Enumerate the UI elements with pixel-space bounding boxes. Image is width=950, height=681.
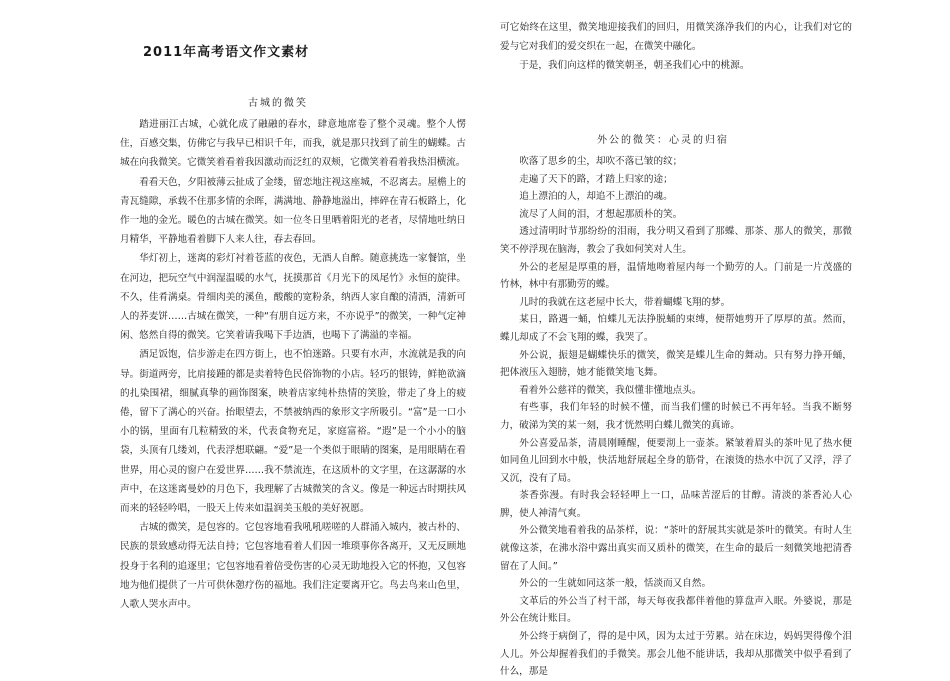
right-column-top	[500, 18, 852, 76]
paragraph: 看看天色，夕阳被薄云扯成了金缕，留恋地注视这座城，不忍离去。屋檐上的青瓦缝隙，承载不住那多情的余晖，满满地、静静地溢出，摔碎在青石板路上，化作一地的金光。暖色的古城在微笑。如一位冬日里晒着阳光的老者，尽情地吐纳日月精华，平静地看着脚下人来人往，春去春回。	[120, 176, 466, 246]
left-column-body	[120, 115, 466, 614]
paragraph: 外公说，振翅是蝴蝶快乐的微笑，微笑是蝶儿生命的舞动。只有努力挣开蛹，把体液压入翅膀，她才能微笑地飞舞。	[500, 349, 852, 379]
section-title-ancient-city: 古城的微笑	[248, 98, 308, 109]
paragraph: 华灯初上，迷离的彩灯衬着苍蓝的夜色，无酒人自醉。随意挑选一家餐馆，坐在河边，把玩空气中润湿温暖的水气，抚摸那首《月光下的凤尾竹》永恒的旋律。不久，佳肴满桌。骨细肉美的溪鱼，酸酸的宽粉条，纳西人家自酿的清酒，清新可人的荞麦饼……古城在微笑，一种“有朋自远方来，不亦说乎”的微笑，一种气定神闲、悠然自得的微笑。它笑着请我喝下手边酒，也喝下了满溢的幸福。	[120, 253, 466, 342]
paragraph: 文革后的外公当了村干部，每天每夜我都伴着他的算盘声入眠。外婆说，那是外公在统计账目。	[500, 595, 852, 625]
paragraph: 踏进丽江古城，心就化成了融融的春水，肆意地席卷了整个灵魂。整个人愣住，百感交集，仿佛它与我早已相识千年，而我，就是那只找到了前生的蝴蝶。古城在向我微笑。它微笑着看着我因激动而泛红的双颊，它微笑着看着我热泪横流。	[120, 119, 466, 169]
poem-line: 走遍了天下的路，才踏上归家的途；	[519, 173, 673, 185]
paragraph: 某日，路遇一蛹，怕蝶儿无法挣脱蛹的束缚，便帮她剪开了厚厚的茧。然而，蝶儿却成了不会飞翔的蝶，我哭了。	[500, 314, 852, 343]
paragraph: 有些事，我们年轻的时候不懂，而当我们懂的时候已不再年轻。当我不断努力，破涕为笑的某一刻，我才恍然明白蝶儿微笑的真谛。	[500, 402, 852, 431]
paragraph: 于是，我们向这样的微笑朝圣，朝圣我们心中的桃源。	[519, 60, 750, 72]
poem-line: 吹落了思乡的尘，却吹不落已皱的纹；	[519, 156, 683, 167]
right-column-body	[500, 153, 852, 681]
poem-line: 流尽了人间的泪，才想起那质朴的笑。	[519, 208, 683, 220]
paragraph: 茶香弥漫。有时我会轻轻呷上一口，品味苦涩后的甘醇。清淡的茶香沁人心脾，使人神清气爽。	[500, 490, 852, 519]
paragraph: 可它始终在这里，微笑地迎接我们的回归，用微笑涤净我们的内心，让我们对它的爱与它对我们的爱交织在一起，在微笑中融化。	[500, 22, 852, 53]
paragraph: 透过清明时节那纷纷的泪雨，我分明又看到了那蝶、那茶、那人的微笑，那微笑不停浮现在脑海，教会了我如何笑对人生。	[500, 226, 852, 255]
document-title: 2011年高考语文作文素材	[143, 45, 310, 60]
section-title-grandpa-smile: 外公的微笑：心灵的归宿	[597, 135, 729, 146]
poem-line: 追上漂泊的人，却追不上漂泊的魂。	[519, 191, 673, 203]
paragraph: 外公喜爱品茶，清晨刚睡醒，便要沏上一壶茶。紧皱着眉头的茶叶见了热水便如同鱼儿回到水中般，快活地舒展起全身的筋骨，在滚烫的热水中沉了又浮，浮了又沉，没有了局。	[500, 437, 852, 484]
paragraph: 外公的老屋是厚重的唇，温情地吻着屋内每一个勤劳的人。门前是一片茂盛的竹林，林中有那勤劳的蝶。	[500, 261, 852, 291]
paragraph: 外公微笑地看着我的品茶样，说：“茶叶的舒展其实就是茶叶的微笑。有时人生就像这茶，在沸水浴中露出真实而又质朴的微笑，在生命的最后一刻微笑地把清香留在了人间。”	[500, 525, 852, 572]
paragraph: 外公终于病倒了，得的是中风，因为太过于劳累。站在床边，妈妈哭得像个泪人儿。外公却握着我们的手微笑。那会儿他不能讲话，我却从那微笑中似乎看到了什么，那是	[500, 631, 852, 678]
paragraph: 外公的一生就如同这茶一般，恬淡而又自然。	[519, 578, 712, 590]
paragraph: 古城的微笑，是包容的。它包容地看我吼吼嗟嗟的人群涌入城内，被古朴的、民族的景致感动得无法自持；它包容地看着人们因一堆琐事你各离开，又无反顾地投身于名利的追逐里；它包容地看着倍受伤害的心灵无助地投入它的怀抱，又包容地为他们提供了一片可供休憩疗伤的福地。我们注定要离开它。鸟去鸟来山色里，人歌人哭水声中。	[120, 522, 466, 611]
paragraph: 酒足饭饱，信步游走在四方街上，也不怕迷路。只要有水声，水流就是我的向导。街道两旁，比肩接踵的都是卖着特色民俗饰物的小店。轻巧的银铸，鲜艳欲滴的扎染围裙，细腻真挚的画饰图案，映着店家纯朴热情的笑脸，带走了身上的疲倦，留下了满心的兴奋。抬眼望去，不禁被纳西的象形文字所吸引。“富”是一口小小的锅，里面有几粒精致的米，代表食物充足，家庭富裕。“遐”是一个小小的脑袋，头顶有几缕刘，代表浮想联翩。“爱”是一个类似于眼睛的图案，是用眼睛在看世界，用心灵的窗户在爱世界……我不禁流连，在这质朴的文字里，在这潺潺的水声中，在这迷离曼妙的月色下，我理解了古城微笑的含义。像是一种远古时期扶风而来的轻轻吟唱，一股天上传来如温润美玉般的美好祝愿。	[120, 349, 466, 515]
paragraph: 儿时的我就在这老屋中长大，带着蝴蝶飞翔的梦。	[519, 296, 731, 308]
paragraph: 看着外公慈祥的微笑，我似懂非懂地点头。	[519, 384, 702, 396]
